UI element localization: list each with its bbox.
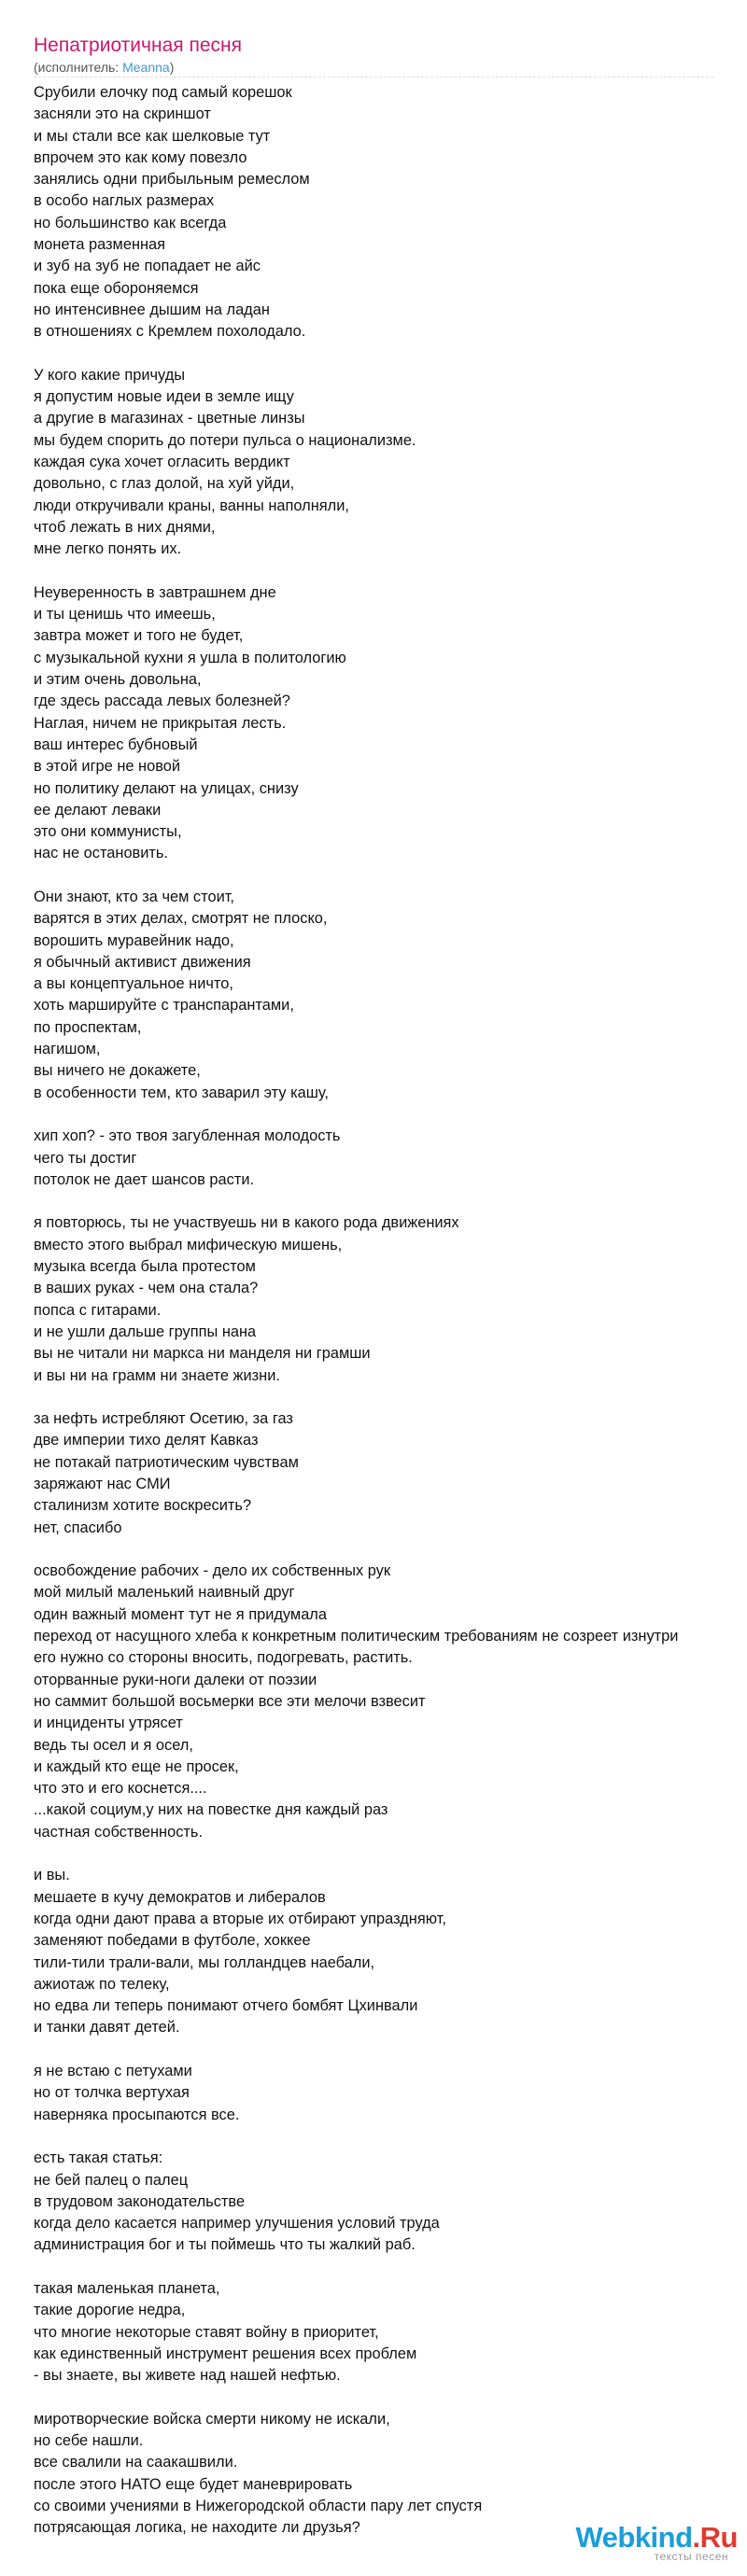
stanza-gap xyxy=(34,1191,747,1212)
lyric-line: но от толчка вертухая xyxy=(34,2084,190,2102)
lyric-line: впрочем это как кому повезло xyxy=(34,148,247,166)
lyric-line: попса с гитарами. xyxy=(34,1301,162,1319)
lyric-line: вы ничего не докажете, xyxy=(34,1062,201,1080)
lyric-line: за нефть истребляют Осетию, за газ xyxy=(34,1410,293,1428)
lyrics-stanza xyxy=(34,365,747,561)
lyric-line: Наглая, ничем не прикрытая лесть. xyxy=(34,714,287,732)
lyric-line: и зуб на зуб не попадает не айс xyxy=(34,258,261,275)
stanza-gap xyxy=(34,1539,747,1561)
lyric-line: потрясающая логика, не находите ли друзья? xyxy=(34,2519,360,2537)
lyrics-stanza xyxy=(34,1408,747,1539)
logo-tagline: тексты песен xyxy=(654,2550,728,2563)
stanza-gap xyxy=(34,1843,747,1865)
lyric-line: ваш интерес бубновый xyxy=(34,735,198,753)
lyric-line: ворошить муравейник надо, xyxy=(34,931,234,949)
lyric-line: - вы знаете, вы живете над нашей нефтью. xyxy=(34,2367,341,2385)
lyric-line: тили-тили трали-вали, мы голландцев наебали, xyxy=(34,1953,375,1971)
lyric-line: заряжают нас СМИ xyxy=(34,1476,171,1492)
logo-web: Webkind xyxy=(575,2521,693,2554)
lyric-line: и мы стали все как шелковые тут xyxy=(34,127,271,145)
lyric-line: где здесь рассада левых болезней? xyxy=(34,693,290,710)
logo-dot: . xyxy=(692,2521,700,2554)
lyric-line: я не встаю с петухами xyxy=(34,2063,192,2080)
lyric-line: частная собственность. xyxy=(34,1823,204,1841)
stanza-gap xyxy=(34,1387,747,1408)
lyric-line: когда одни дают права а вторые их отбирают упраздняют, xyxy=(34,1910,446,1927)
lyrics-stanza xyxy=(34,2148,747,2256)
artist-suffix: ) xyxy=(169,60,175,75)
lyric-line: ее делают леваки xyxy=(34,801,162,819)
lyric-line: как единственный инструмент решения всех проблем xyxy=(34,2345,417,2362)
lyrics-stanza xyxy=(34,1865,747,2038)
lyric-line: музыка всегда была протестом xyxy=(34,1258,256,1276)
lyric-line: и этим очень довольна, xyxy=(34,671,202,689)
lyric-line: оторванные руки-ноги далеки от поэзии xyxy=(34,1671,317,1688)
lyric-line: и ты ценишь что имеешь, xyxy=(34,606,216,623)
site-logo[interactable] xyxy=(551,2522,738,2565)
lyric-line: мой милый маленький наивный друг xyxy=(34,1584,295,1602)
lyric-line: это они коммунисты, xyxy=(34,823,182,841)
lyric-line: в ваших руках - чем она стала? xyxy=(34,1280,259,1297)
lyric-line: в отношениях с Кремлем похолодало. xyxy=(34,323,306,341)
lyric-line: но себе нашли. xyxy=(34,2432,144,2450)
lyric-line: сталинизм хотите воскресить? xyxy=(34,1497,252,1515)
lyric-line: мы будем спорить до потери пульса о национализме. xyxy=(34,431,416,449)
lyric-line: в этой игре не новой xyxy=(34,758,181,776)
lyric-line: и каждый кто еще не просек, xyxy=(34,1757,239,1775)
lyric-line: не потакай патриотическим чувствам xyxy=(34,1453,299,1471)
artist-link[interactable]: Meanna xyxy=(122,60,170,75)
stanza-gap xyxy=(34,2126,747,2148)
lyric-line: нагишом, xyxy=(34,1041,101,1058)
lyric-line: люди откручивали краны, ванны наполняли, xyxy=(34,497,349,514)
lyric-line: но саммит большой восьмерки все эти мелочи взвесит xyxy=(34,1692,426,1710)
lyric-line: а другие в магазинах - цветные линзы xyxy=(34,410,305,427)
lyric-line: и танки давят детей. xyxy=(34,2019,180,2037)
lyrics-body xyxy=(34,82,747,2540)
lyric-line: Неуверенность в завтрашнем дне xyxy=(34,583,276,601)
lyric-line: потолок не дает шансов расти. xyxy=(34,1170,255,1188)
stanza-gap xyxy=(34,2257,747,2278)
logo-wordmark xyxy=(551,2522,738,2554)
lyric-line: нет, спасибо xyxy=(34,1519,122,1536)
lyrics-stanza xyxy=(34,887,747,1104)
lyric-line: после этого НАТО еще будет маневрировать xyxy=(34,2475,353,2493)
lyric-line: администрация бог и ты поймешь что ты жалкий раб. xyxy=(34,2236,416,2254)
lyric-line: но политику делают на улицах, снизу xyxy=(34,779,299,797)
stanza-gap xyxy=(34,2039,747,2061)
lyric-line: мне легко понять их. xyxy=(34,540,182,558)
lyric-line: я обычный активист движения xyxy=(34,953,251,971)
lyric-line: каждая сука хочет огласить вердикт xyxy=(34,454,290,471)
lyric-line: освобождение рабочих - дело их собственных рук xyxy=(34,1562,391,1580)
lyric-line: варятся в этих делах, смотрят не плоско, xyxy=(34,910,328,928)
lyric-line: его нужно со стороны вносить, подогревать, растить. xyxy=(34,1649,413,1667)
lyric-line: занялись одни прибыльным ремеслом xyxy=(34,171,310,189)
lyrics-stanza xyxy=(34,2278,747,2387)
lyric-line: и не ушли дальше группы нана xyxy=(34,1323,257,1340)
lyric-line: хоть маршируйте с транспарантами, xyxy=(34,997,294,1015)
lyric-line: заменяют победами в футболе, хоккее xyxy=(34,1932,311,1950)
logo-tld: Ru xyxy=(699,2521,738,2554)
lyrics-stanza xyxy=(34,82,747,343)
lyric-line: пока еще обороняемся xyxy=(34,279,199,297)
lyric-line: чтоб лежать в них днями, xyxy=(34,518,216,536)
lyrics-stanza xyxy=(34,2061,747,2126)
lyric-line: когда дело касается например улучшения условий труда xyxy=(34,2215,440,2233)
lyric-line: довольно, с глаз долой, на хуй уйди, xyxy=(34,475,295,493)
stanza-gap xyxy=(34,561,747,582)
lyric-line: ажиотаж по телеку, xyxy=(34,1975,170,1993)
lyric-line: хип хоп? - это твоя загубленная молодость xyxy=(34,1127,341,1145)
lyric-line: по проспектам, xyxy=(34,1018,142,1036)
lyric-line: ведь ты осел и я осел, xyxy=(34,1736,193,1754)
page-title: Непатриотичная песня xyxy=(34,35,242,56)
artist-line xyxy=(34,58,713,77)
lyric-line: я повторюсь, ты не участвуешь ни в какого рода движениях xyxy=(34,1214,459,1232)
lyric-line: У кого какие причуды xyxy=(34,366,186,384)
lyric-line: Срубили елочку под самый корешок xyxy=(34,84,292,101)
lyric-line: но едва ли теперь понимают отчего бомбят Цхинвали xyxy=(34,1997,418,2015)
lyrics-stanza xyxy=(34,582,747,865)
stanza-gap xyxy=(34,2387,747,2408)
lyric-line: засняли это на скриншот xyxy=(34,105,211,123)
lyric-line: чего ты достиг xyxy=(34,1149,137,1167)
lyrics-stanza xyxy=(34,2409,747,2540)
lyric-line: переход от насущного хлеба к конкретным политическим требованиям не созреет изнутри xyxy=(34,1628,679,1645)
lyric-line: Они знают, кто за чем стоит, xyxy=(34,888,234,905)
lyric-line: такая маленькая планета, xyxy=(34,2279,220,2297)
lyric-line: со своими учениями в Нижегородской области пару лет спустя xyxy=(34,2497,483,2514)
lyric-line: монета разменная xyxy=(34,236,166,254)
lyric-line: наверняка просыпаются все. xyxy=(34,2106,240,2123)
artist-prefix: (исполнитель: xyxy=(34,60,120,75)
song-header xyxy=(34,34,713,77)
lyric-line: но интенсивнее дышим на ладан xyxy=(34,301,270,318)
lyric-line: все свалили на саакашвили. xyxy=(34,2454,238,2471)
lyric-line: нас не остановить. xyxy=(34,845,169,862)
lyric-line: что многие некоторые ставят войну в приоритет, xyxy=(34,2323,379,2341)
lyric-line: в трудовом законодательстве xyxy=(34,2192,246,2210)
lyric-line: с музыкальной кухни я ушла в политологию xyxy=(34,649,346,666)
lyric-line: а вы концептуальное ничто, xyxy=(34,975,233,993)
lyric-line: в особо наглых размерах xyxy=(34,192,215,210)
lyric-line: есть такая статья: xyxy=(34,2149,163,2167)
lyric-line: что это и его коснется.... xyxy=(34,1780,207,1798)
lyric-line: вы не читали ни маркса ни манделя ни грамши xyxy=(34,1345,371,1363)
lyric-line: такие дорогие недра, xyxy=(34,2302,186,2319)
lyric-line: и инциденты утрясет xyxy=(34,1715,183,1732)
lyric-line: завтра может и того не будет, xyxy=(34,627,244,645)
lyric-line: я допустим новые идеи в земле ищу xyxy=(34,388,294,406)
lyric-line: и вы. xyxy=(34,1867,70,1884)
lyric-line: один важный момент тут не я придумала xyxy=(34,1605,327,1623)
lyric-line: мешаете в кучу демократов и либералов xyxy=(34,1888,326,1906)
lyric-line: вместо этого выбрал мифическую мишень, xyxy=(34,1236,343,1253)
lyric-line: и вы ни на грамм ни знаете жизни. xyxy=(34,1366,280,1384)
lyric-line: не бей палец о палец xyxy=(34,2171,189,2189)
lyrics-stanza xyxy=(34,1561,747,1843)
lyrics-stanza xyxy=(34,1126,747,1191)
lyric-line: миротворческие войска смерти никому не искали, xyxy=(34,2410,390,2428)
lyric-line: в особенности тем, кто заварил эту кашу, xyxy=(34,1084,329,1101)
stanza-gap xyxy=(34,1104,747,1126)
stanza-gap xyxy=(34,865,747,887)
lyrics-stanza xyxy=(34,1212,747,1386)
lyric-line: две империи тихо делят Кавказ xyxy=(34,1432,259,1449)
lyric-line: но большинство как всегда xyxy=(34,214,227,231)
stanza-gap xyxy=(34,343,747,365)
lyric-line: ...какой социум,у них на повестке дня каждый раз xyxy=(34,1801,388,1819)
